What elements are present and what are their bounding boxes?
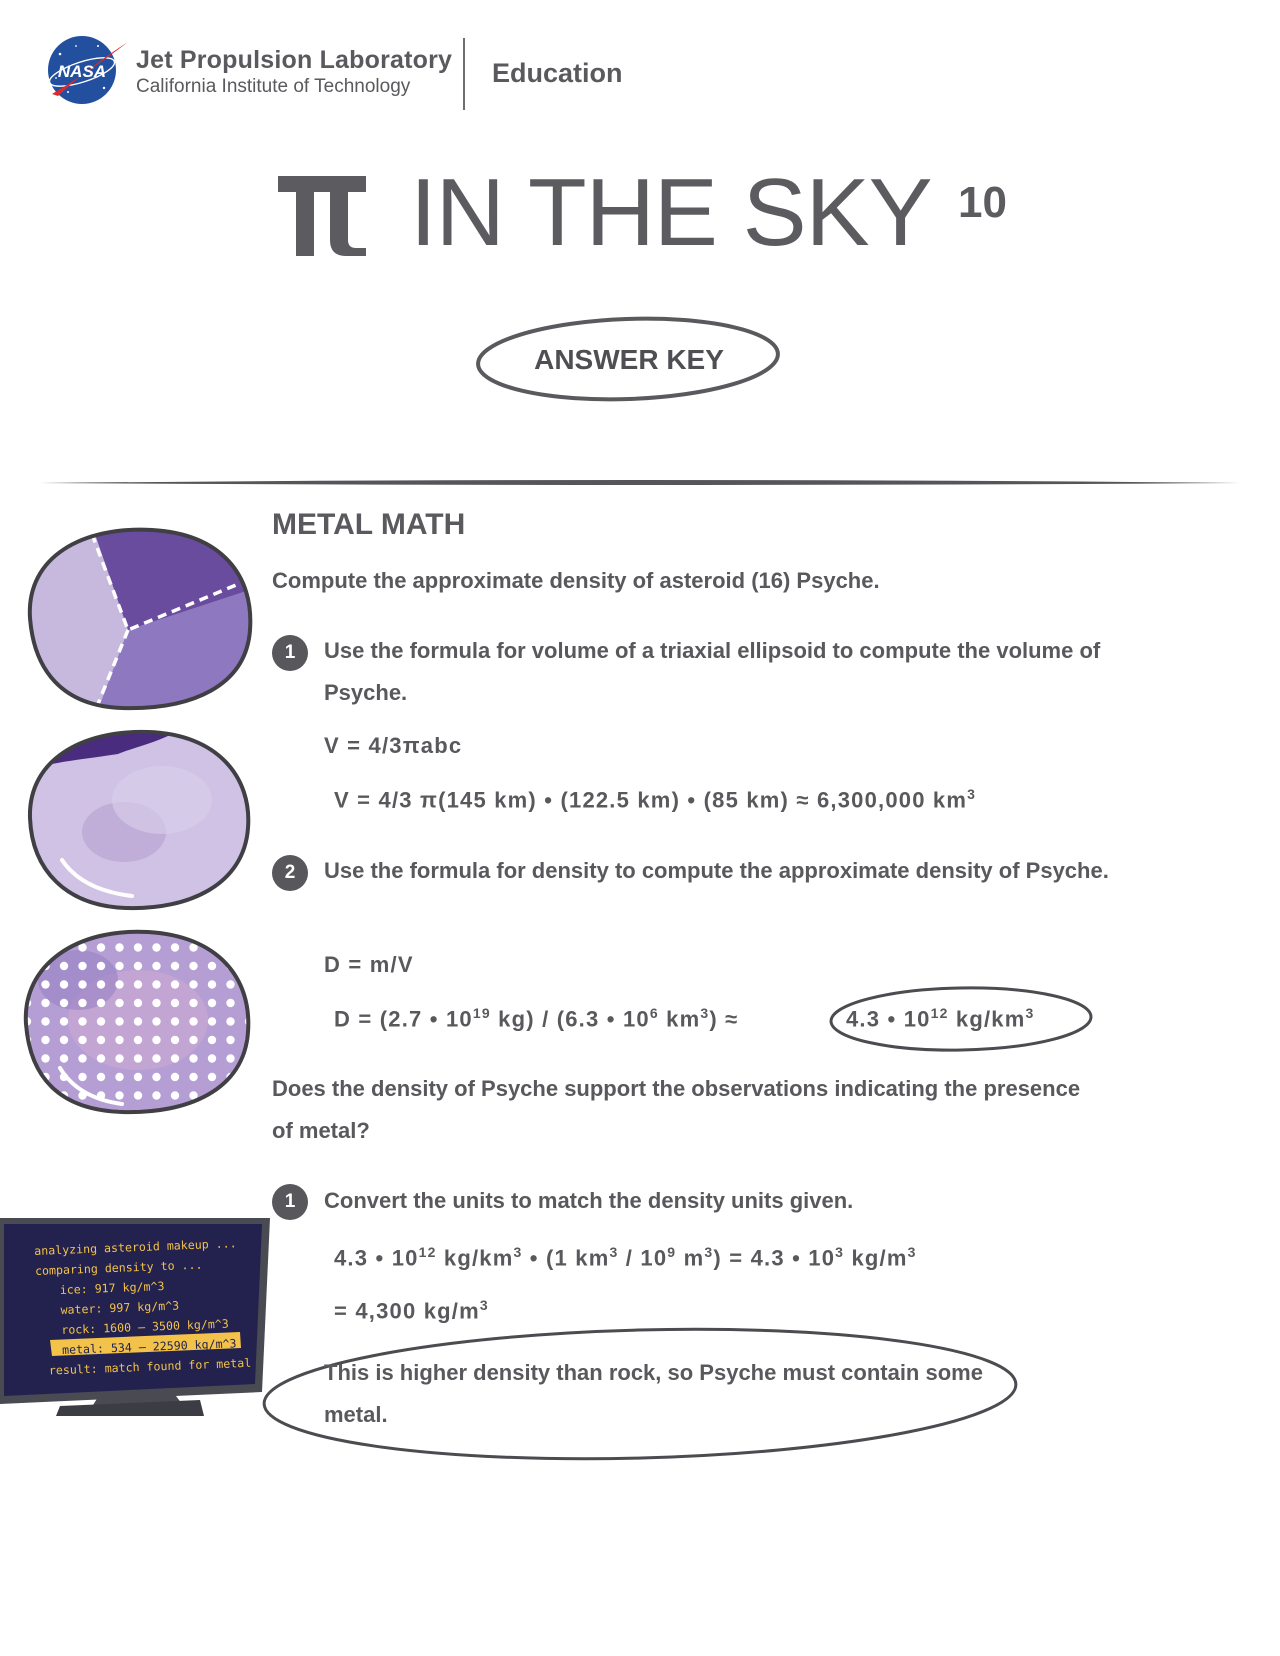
intro-text: Compute the approximate density of asteroid (16) Psyche. (272, 568, 880, 593)
monitor-line: result: match found for metal (48, 1355, 252, 1378)
title-text: IN THE SKY (410, 159, 932, 266)
step-number-badge: 2 (272, 855, 308, 891)
unit-conversion: 4.3 • $10^{12}$ $kg/km^3$ • (1 $km^3 / 10^9$ $m^3) = 4.3$ • $10^3$ $kg/m^3$ (334, 1244, 917, 1271)
conclusion-text: This is higher density than rock, so Psyche must contain some metal. (324, 1360, 983, 1427)
density-answer: 4.3 • $10^{12}$ $kg/km^3$ (846, 1005, 1035, 1032)
question-text: Does the density of Psyche support the observations indicating the presence of metal? (272, 1076, 1081, 1143)
monitor-line-highlighted: metal: 534 – 22590 kg/m^3 (61, 1336, 237, 1357)
volume-calculation: V = 4/3 π(145 km) • (122.5 km) • (85 km) ≈ 6,300,000 $km^3$ (334, 786, 977, 813)
conversion-result: = 4,300 $kg/m^3$ (334, 1297, 489, 1324)
asteroid-dotted-illustration (18, 920, 258, 1120)
svg-text:NASA: NASA (57, 62, 107, 81)
step-instruction: Convert the units to match the density units given. (324, 1188, 854, 1213)
divider-rule (40, 478, 1240, 488)
step-instruction: Use the formula for volume of a triaxial ellipsoid to compute the volume of Psyche. (324, 638, 1101, 705)
answer-key-label: ANSWER KEY (534, 344, 724, 375)
monitor-line: comparing density to ... (34, 1257, 203, 1278)
nasa-logo (46, 34, 130, 106)
density-calculation: D = (2.7 • $10^{19}$ kg) / (6.3 • $10^6$ $km^3$) ≈ (334, 1005, 739, 1032)
step-number-badge: 1 (272, 1184, 308, 1220)
org-name: Jet Propulsion Laboratory (136, 46, 453, 74)
formula: V = 4/3πabc (324, 733, 463, 758)
title-superscript: 10 (958, 178, 1007, 227)
pi-icon (276, 170, 368, 256)
monitor-line: ice: 917 kg/m^3 (59, 1279, 165, 1298)
section-label: Education (492, 58, 623, 88)
step-instruction: Use the formula for density to compute the approximate density of Psyche. (324, 858, 1109, 883)
section-heading: METAL MATH (272, 508, 466, 541)
asteroid-sections-illustration (22, 520, 258, 716)
asteroid-crater-illustration (22, 720, 258, 916)
step-number-badge: 1 (272, 635, 308, 671)
monitor-line: analyzing asteroid makeup ... (34, 1236, 237, 1258)
monitor-line: water: 997 kg/m^3 (60, 1298, 180, 1318)
org-subtitle: California Institute of Technology (136, 76, 411, 97)
monitor-screen-text (34, 1235, 280, 1404)
header-divider (463, 38, 465, 110)
formula: D = m/V (324, 952, 414, 977)
monitor-line: rock: 1600 – 3500 kg/m^3 (61, 1316, 229, 1338)
